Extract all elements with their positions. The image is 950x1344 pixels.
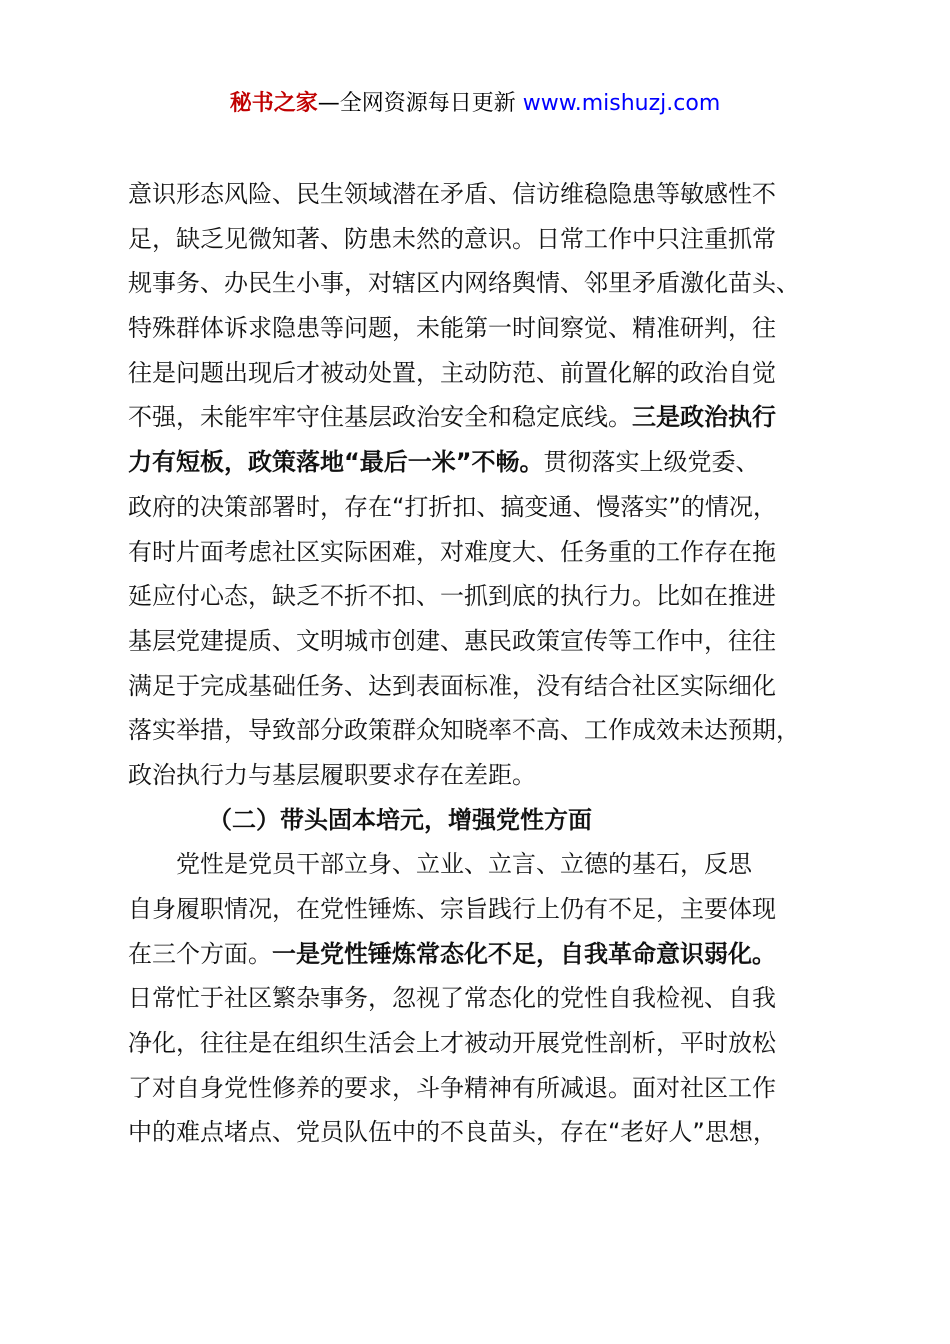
text-line: 在三个方面。 一是党性锤炼常态化不足，自我革命意识弱化。: [128, 932, 832, 977]
text-line: 政府的决策部署时，存在“打折扣、搞变通、慢落实”的情况，: [128, 492, 777, 521]
bold-point: 三是政治执行: [632, 403, 776, 432]
text-line: 净化，往往是在组织生活会上才被动开展党性剖析，平时放松: [128, 1029, 776, 1058]
text-line: 足，缺乏见微知著、防患未然的意识。日常工作中只注重抓常: [128, 224, 776, 253]
text-line: 不强，未能牢牢守住基层政治安全和稳定底线。 三是政治执行: [128, 395, 832, 440]
bold-point: 力有短板，政策落地“最后一米”不畅。: [128, 448, 544, 477]
bold-point: 一是党性锤炼常态化不足，自我革命意识弱化。: [272, 939, 776, 968]
text-line: 满足于完成基础任务、达到表面标准，没有结合社区实际细化: [128, 671, 776, 700]
text-line: 落实举措，导致部分政策群众知晓率不高、工作成效未达预期，: [128, 716, 800, 745]
text-line: 基层党建提质、文明城市创建、惠民政策宣传等工作中，往往: [128, 626, 776, 655]
text-line: 意识形态风险、民生领域潜在矛盾、信访维稳隐患等敏感性不: [128, 180, 776, 208]
text-line: 党性是党员干部立身、立业、立言、立德的基石，反思: [176, 850, 752, 879]
text-line: 自身履职情况，在党性锤炼、宗旨践行上仍有不足，主要体现: [128, 895, 776, 923]
text-line: 延应付心态，缺乏不折不扣、一抓到底的执行力。比如在推进: [128, 582, 776, 611]
text-line: 往是问题出现后才被动处置，主动防范、前置化解的政治自觉: [128, 358, 776, 387]
text-line: 力有短板，政策落地“最后一米”不畅。 贯彻落实上级党委、: [128, 440, 832, 485]
text-line: 有时片面考虑社区实际困难，对难度大、任务重的工作存在拖: [128, 537, 776, 566]
text-line: 特殊群体诉求隐患等问题，未能第一时间察觉、精准研判，往: [128, 314, 776, 343]
text-line: 日常忙于社区繁杂事务，忽视了常态化的党性自我检视、自我: [128, 984, 776, 1013]
header-slogan: —全网资源每日更新: [317, 91, 516, 116]
page-header: [0, 88, 950, 120]
text-line: 规事务、办民生小事，对辖区内网络舆情、邻里矛盾激化苗头、: [128, 269, 800, 298]
site-url-link[interactable]: www.mishuzj.com: [522, 91, 721, 116]
text-line: 了对自身党性修养的要求，斗争精神有所减退。面对社区工作: [128, 1073, 776, 1102]
section-heading: （二）带头固本培元，增强党性方面: [208, 805, 592, 834]
text-line: 政治执行力与基层履职要求存在差距。: [128, 760, 536, 789]
document-body: [128, 172, 832, 1155]
brand-name: 秘书之家: [229, 91, 318, 116]
text-line: 中的难点堵点、党员队伍中的不良苗头，存在“老好人”思想，: [128, 1118, 777, 1147]
